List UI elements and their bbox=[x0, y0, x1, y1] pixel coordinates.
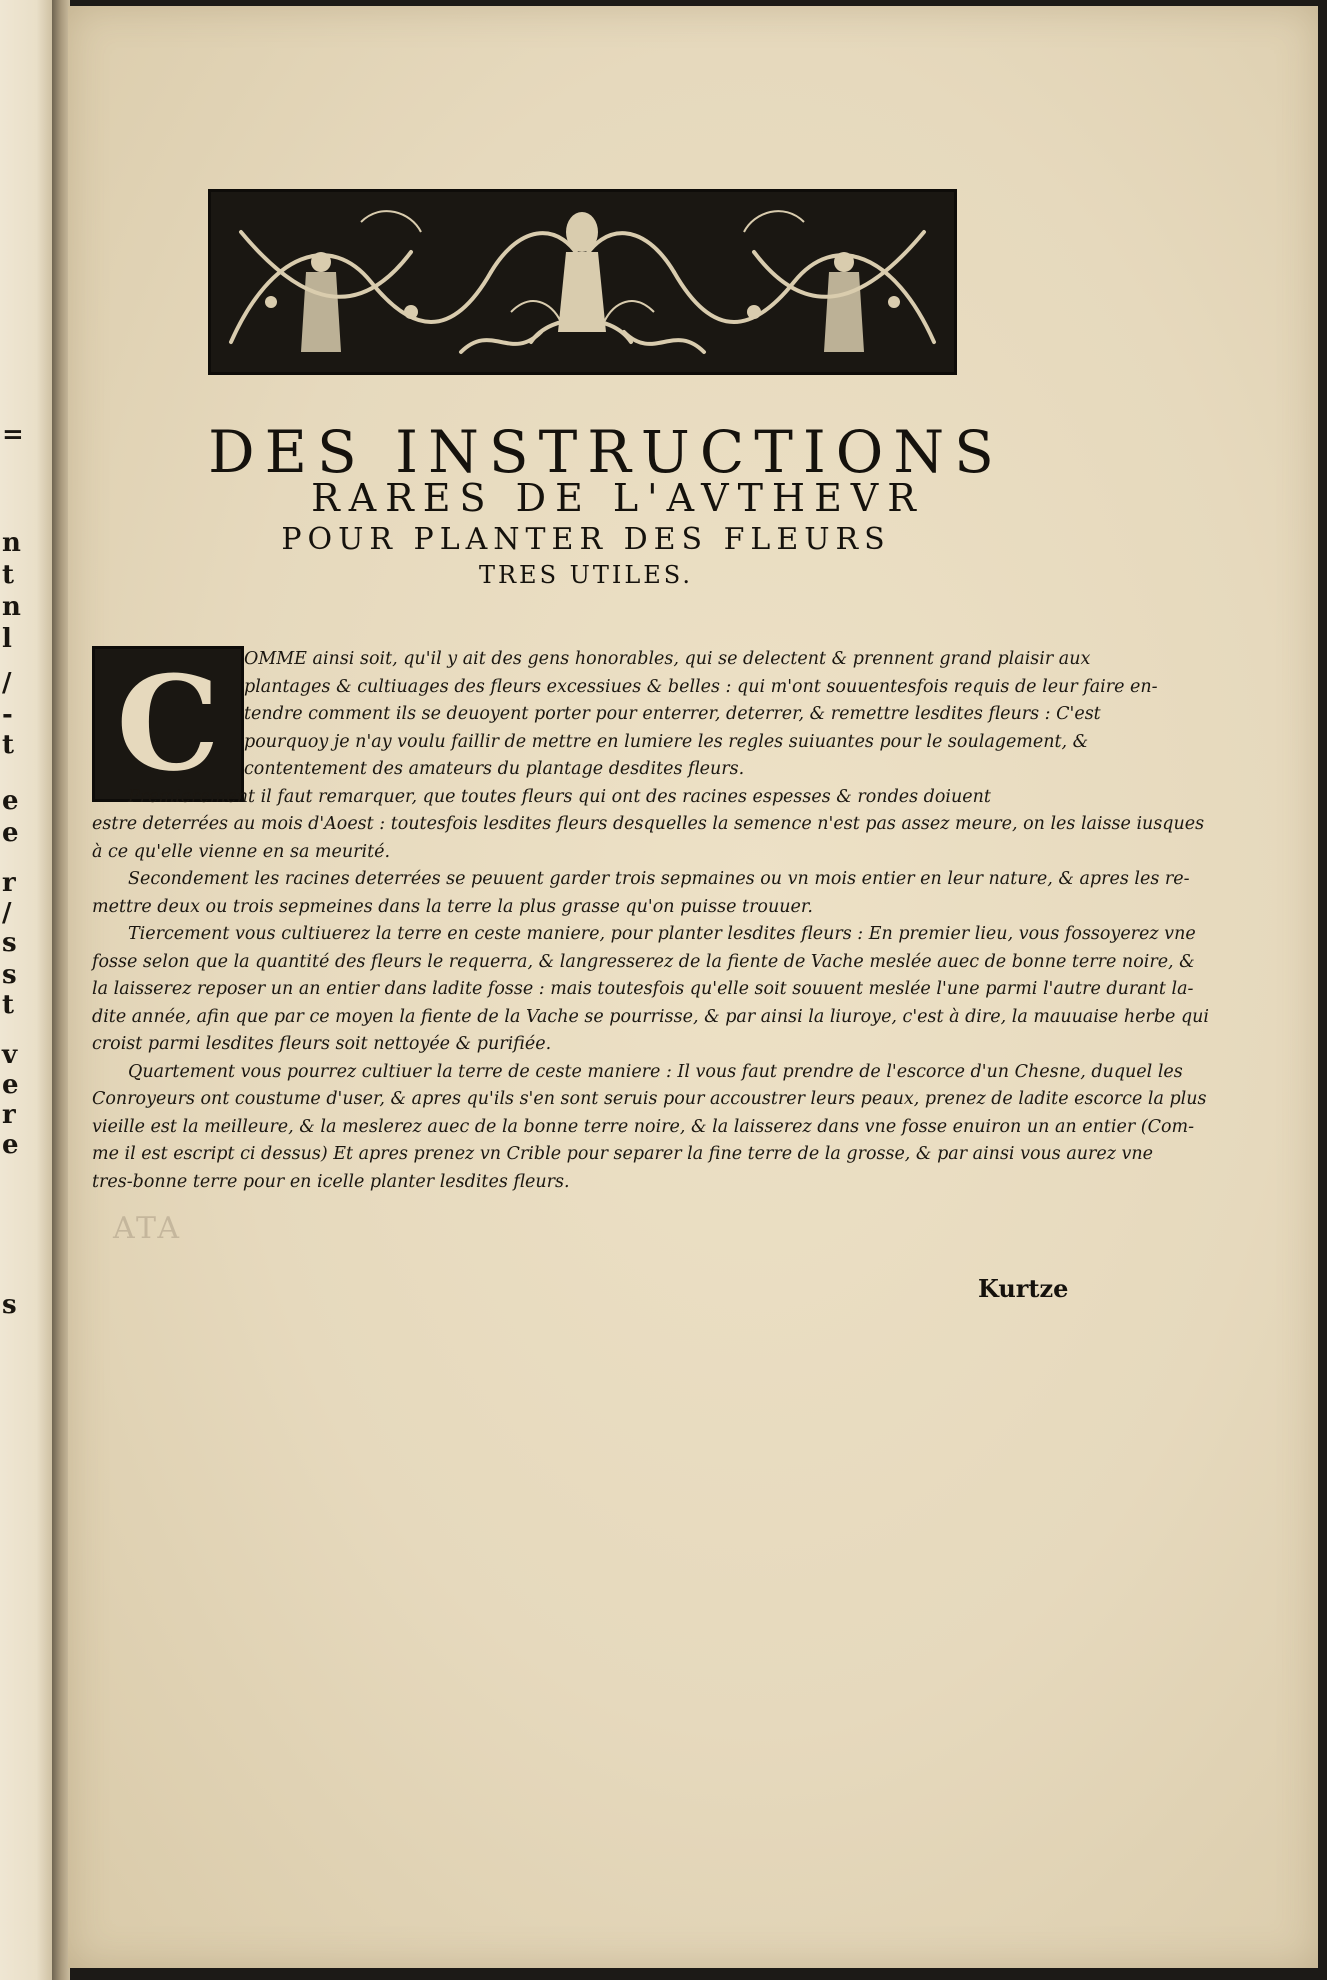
prev-page-glyph: / bbox=[2, 668, 12, 698]
body-line: Quartement vous pourrez cultiuer la terre de ceste maniere : Il vous faut prendre de l'escorce d'un Chesne, duquel les bbox=[128, 1061, 1183, 1082]
body-line: croist parmi lesdites fleurs soit nettoyée & purifiée. bbox=[92, 1034, 552, 1054]
prev-page-glyph: n bbox=[2, 592, 21, 622]
prev-page-glyph: = bbox=[2, 420, 24, 450]
body-line: tendre comment ils se deuoyent porter pour enterrer, deterrer, & remettre lesdites fleurs : C'est bbox=[244, 704, 1101, 724]
body-line: estre deterrées au mois d'Aoest : toutesfois lesdites fleurs desquelles la semence n'est pas assez meure, on les laisse iusques bbox=[92, 814, 1205, 834]
initial-letter: C bbox=[116, 647, 220, 800]
prev-page-glyph: / bbox=[2, 898, 12, 928]
prev-page-glyph: e bbox=[2, 1130, 19, 1160]
prev-page-glyph: t bbox=[2, 990, 15, 1020]
body-line: mettre deux ou trois sepmeines dans la terre la plus grasse qu'on puisse trouuer. bbox=[92, 896, 813, 917]
prev-page-glyph: s bbox=[2, 960, 17, 990]
prev-page-glyph: s bbox=[2, 1290, 17, 1320]
body-line: dite année, afin que par ce moyen la fiente de la Vache se pourrisse, & par ainsi la liuroye, c'est à dire, la mauuaise herbe qui bbox=[92, 1006, 1210, 1027]
body-line: vieille est la meilleure, & la meslerez auec de la bonne terre noire, & la laisserez dans vne fosse enuiron un an entier (Com- bbox=[92, 1116, 1195, 1137]
prev-page-glyph: e bbox=[2, 818, 19, 848]
ornamental-headpiece-icon bbox=[208, 189, 957, 375]
previous-page-edge bbox=[0, 0, 52, 1980]
prev-page-glyph: - bbox=[2, 700, 13, 730]
body-line: OMME ainsi soit, qu'il y ait des gens honorables, qui se delectent & prennent grand plaisir aux bbox=[244, 649, 1091, 669]
prev-page-glyph: n bbox=[2, 528, 21, 558]
body-line: Tiercement vous cultiuerez la terre en ceste maniere, pour planter lesdites fleurs : En premier lieu, vous fossoyerez vne bbox=[128, 924, 1196, 944]
prev-page-glyph: r bbox=[2, 1100, 16, 1130]
prev-page-glyph: e bbox=[2, 1070, 19, 1100]
title-line-3: POUR PLANTER DES FLEURS bbox=[281, 522, 891, 557]
title-line-2: RARES DE L'AVTHEVR bbox=[311, 476, 925, 520]
body-line: me il est escript ci dessus) Et apres prenez vn Crible pour separer la fine terre de la grosse, & par ainsi vous aurez vne bbox=[92, 1144, 1154, 1164]
prev-page-glyph: t bbox=[2, 730, 15, 760]
body-line: la laisserez reposer un an entier dans ladite fosse : mais toutesfois qu'elle soit souuent meslée l'une parmi l'autre durant la- bbox=[92, 979, 1194, 999]
prev-page-glyph: e bbox=[2, 786, 19, 816]
body-line: plantages & cultiuages des fleurs excessiues & belles : qui m'ont souuentesfois requis de leur faire en- bbox=[244, 676, 1158, 697]
body-line: tres-bonne terre pour en icelle planter lesdites fleurs. bbox=[92, 1171, 570, 1192]
show-through-text: ATA bbox=[113, 1211, 183, 1246]
title-line-1: DES INSTRUCTIONS bbox=[208, 418, 1004, 486]
body-line: à ce qu'elle vienne en sa meurité. bbox=[92, 841, 391, 862]
page bbox=[68, 6, 1318, 1968]
prev-page-glyph: v bbox=[2, 1040, 18, 1070]
body-line: contentement des amateurs du plantage desdites fleurs. bbox=[244, 759, 745, 779]
body-line: pourquoy je n'ay voulu faillir de mettre en lumiere les regles suiuantes pour le soulagement, & bbox=[244, 731, 1089, 752]
decorated-initial bbox=[92, 646, 244, 802]
prev-page-glyph: r bbox=[2, 868, 16, 898]
prev-page-glyph: s bbox=[2, 928, 17, 958]
body-line: Premierement il faut remarquer, que toutes fleurs qui ont des racines espesses & rondes doiuent bbox=[128, 786, 991, 807]
prev-page-glyph: l bbox=[2, 624, 12, 654]
catchword: Kurtze bbox=[978, 1274, 1069, 1303]
body-line: Conroyeurs ont coustume d'user, & apres qu'ils s'en sont seruis pour accoustrer leurs peaux, prenez de ladite escorce la plus bbox=[92, 1089, 1207, 1109]
title-line-4: TRES UTILES. bbox=[478, 561, 694, 589]
prev-page-glyph: t bbox=[2, 560, 15, 590]
body-line: Secondement les racines deterrées se peuuent garder trois sepmaines ou vn mois entier en leur nature, & apres les re- bbox=[128, 869, 1190, 889]
body-line: fosse selon que la quantité des fleurs le requerra, & langresserez de la fiente de Vache meslée auec de bonne terre noire, & bbox=[92, 951, 1195, 972]
